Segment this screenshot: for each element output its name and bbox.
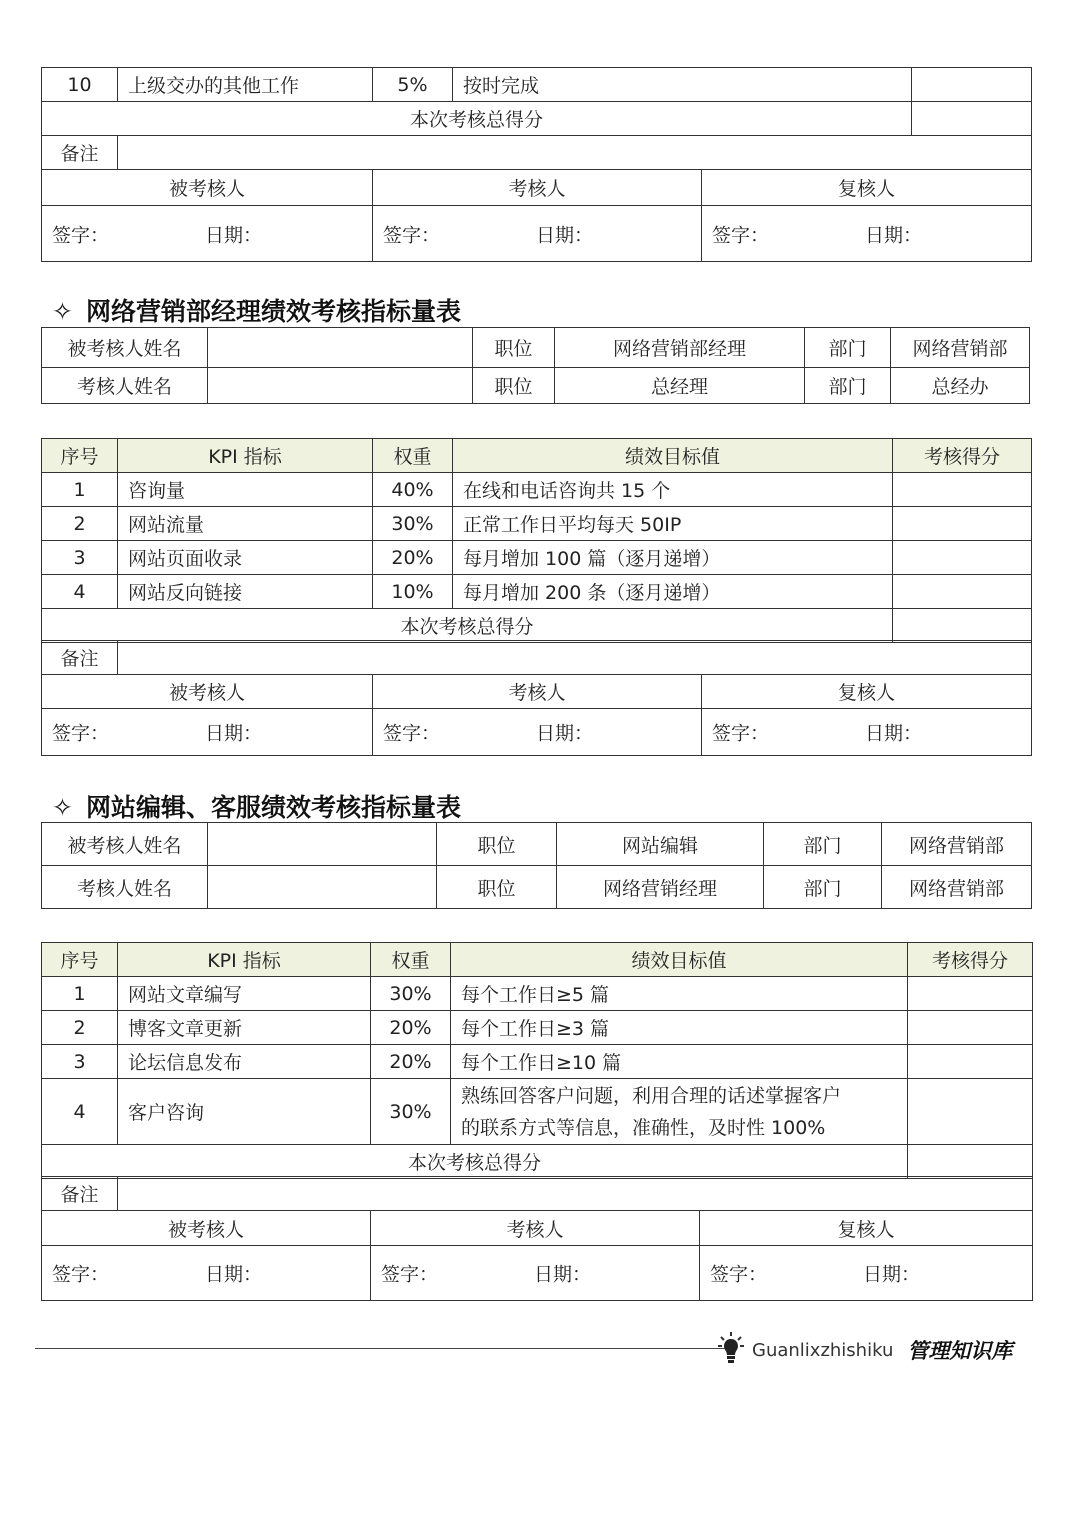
assessor-signature-cell[interactable] bbox=[373, 709, 702, 756]
total-score-label: 本次考核总得分 bbox=[42, 1145, 908, 1179]
table-row bbox=[42, 473, 1032, 507]
row-number: 4 bbox=[42, 575, 118, 609]
roles-row bbox=[42, 675, 1032, 709]
kpi-target: 每个工作日≥3 篇 bbox=[451, 1011, 908, 1045]
table-row bbox=[42, 1011, 1033, 1045]
row-number: 1 bbox=[42, 473, 118, 507]
remark-row bbox=[42, 136, 1032, 170]
total-row bbox=[42, 102, 1032, 136]
total-score-label: 本次考核总得分 bbox=[42, 609, 893, 643]
assessee-name-cell[interactable] bbox=[208, 823, 437, 866]
date-label: 日期： bbox=[205, 1263, 263, 1286]
kpi-name: 客户咨询 bbox=[118, 1079, 371, 1145]
kpi-target: 每月增加 100 篇（逐月递增） bbox=[453, 541, 893, 575]
date-label: 日期： bbox=[205, 722, 263, 745]
table-row bbox=[42, 1045, 1033, 1079]
kpi-table bbox=[41, 942, 1033, 1179]
table-row bbox=[42, 68, 1032, 102]
total-score-label: 本次考核总得分 bbox=[42, 102, 912, 136]
assessee-dept: 网络营销部 bbox=[891, 328, 1030, 368]
sign-label: 签字： bbox=[52, 722, 110, 745]
role-reviewer: 复核人 bbox=[700, 1211, 1033, 1246]
total-row bbox=[42, 1145, 1033, 1179]
kpi-name: 网站页面收录 bbox=[118, 541, 373, 575]
sign-label: 签字： bbox=[712, 224, 770, 246]
role-reviewer: 复核人 bbox=[702, 170, 1032, 206]
sign-label: 签字： bbox=[52, 224, 110, 246]
reviewer-signature-cell[interactable] bbox=[700, 1246, 1033, 1301]
kpi-target: 正常工作日平均每天 50IP bbox=[453, 507, 893, 541]
table-row bbox=[42, 977, 1033, 1011]
assessee-signature-cell[interactable] bbox=[42, 709, 373, 756]
assessee-info-row bbox=[42, 823, 1032, 866]
score-cell[interactable] bbox=[893, 473, 1032, 507]
assessor-position: 网络营销经理 bbox=[557, 866, 764, 909]
assessor-name-label: 考核人姓名 bbox=[42, 368, 208, 404]
header-kpi: KPI 指标 bbox=[118, 943, 371, 977]
reviewer-signature-cell[interactable] bbox=[702, 709, 1032, 756]
position-label: 职位 bbox=[473, 328, 555, 368]
date-label: 日期： bbox=[865, 722, 923, 745]
row-number: 10 bbox=[42, 68, 118, 102]
kpi-weight: 40% bbox=[373, 473, 453, 507]
role-assessee: 被考核人 bbox=[42, 170, 373, 206]
score-cell[interactable] bbox=[893, 575, 1032, 609]
remark-row bbox=[42, 1177, 1033, 1211]
role-assessor: 考核人 bbox=[373, 170, 702, 206]
kpi-name: 论坛信息发布 bbox=[118, 1045, 371, 1079]
kpi-name: 网站文章编写 bbox=[118, 977, 371, 1011]
info-table bbox=[41, 822, 1032, 909]
assessee-position: 网络营销部经理 bbox=[555, 328, 805, 368]
kpi-name: 博客文章更新 bbox=[118, 1011, 371, 1045]
header-weight: 权重 bbox=[373, 439, 453, 473]
sign-label: 签字： bbox=[710, 1263, 768, 1286]
assessor-position: 总经理 bbox=[555, 368, 805, 404]
header-kpi: KPI 指标 bbox=[118, 439, 373, 473]
footer-divider bbox=[35, 1348, 725, 1349]
position-label: 职位 bbox=[437, 823, 557, 866]
assessee-name-cell[interactable] bbox=[208, 328, 473, 368]
position-label: 职位 bbox=[473, 368, 555, 404]
sign-table bbox=[41, 640, 1032, 756]
assessor-name-cell[interactable] bbox=[208, 866, 437, 909]
date-label: 日期： bbox=[534, 1263, 592, 1286]
table-row bbox=[42, 541, 1032, 575]
kpi-name: 咨询量 bbox=[118, 473, 373, 507]
remark-label: 备注 bbox=[42, 1177, 118, 1211]
kpi-name: 网站反向链接 bbox=[118, 575, 373, 609]
header-weight: 权重 bbox=[371, 943, 451, 977]
top-sign-table bbox=[41, 135, 1032, 262]
kpi-target: 每月增加 200 条（逐月递增） bbox=[453, 575, 893, 609]
dept-label: 部门 bbox=[805, 328, 891, 368]
assessor-dept: 总经办 bbox=[891, 368, 1030, 404]
assessee-signature-cell[interactable] bbox=[42, 206, 373, 262]
row-number: 2 bbox=[42, 507, 118, 541]
date-label: 日期： bbox=[205, 224, 263, 246]
assessor-info-row bbox=[42, 866, 1032, 909]
section-title bbox=[52, 788, 461, 824]
role-assessee: 被考核人 bbox=[42, 1211, 371, 1246]
total-row bbox=[42, 609, 1032, 643]
footer bbox=[718, 1330, 1012, 1370]
score-cell[interactable] bbox=[908, 1079, 1033, 1145]
table-row bbox=[42, 575, 1032, 609]
total-score-cell[interactable] bbox=[912, 102, 1032, 136]
assessor-info-row bbox=[42, 368, 1030, 404]
kpi-weight: 30% bbox=[371, 1079, 451, 1145]
date-label: 日期： bbox=[863, 1263, 921, 1286]
header-target: 绩效目标值 bbox=[451, 943, 908, 977]
lightbulb-icon bbox=[718, 1331, 744, 1369]
kpi-weight: 30% bbox=[371, 977, 451, 1011]
footer-site-name: Guanlixzhishiku bbox=[752, 1339, 894, 1361]
kpi-weight: 10% bbox=[373, 575, 453, 609]
kpi-table bbox=[41, 438, 1032, 643]
dept-label: 部门 bbox=[805, 368, 891, 404]
kpi-weight: 30% bbox=[373, 507, 453, 541]
score-cell[interactable] bbox=[908, 977, 1033, 1011]
assessee-info-row bbox=[42, 328, 1030, 368]
header-no: 序号 bbox=[42, 943, 118, 977]
assessee-signature-cell[interactable] bbox=[42, 1246, 371, 1301]
table-header-row bbox=[42, 439, 1032, 473]
role-reviewer: 复核人 bbox=[702, 675, 1032, 709]
header-score: 考核得分 bbox=[893, 439, 1032, 473]
assessor-name-label: 考核人姓名 bbox=[42, 866, 208, 909]
kpi-name: 网站流量 bbox=[118, 507, 373, 541]
row-number: 3 bbox=[42, 1045, 118, 1079]
row-number: 4 bbox=[42, 1079, 118, 1145]
total-score-cell[interactable] bbox=[908, 1145, 1033, 1179]
remark-row bbox=[42, 641, 1032, 675]
kpi-target: 按时完成 bbox=[453, 68, 912, 102]
header-no: 序号 bbox=[42, 439, 118, 473]
signature-row bbox=[42, 1246, 1033, 1301]
row-number: 2 bbox=[42, 1011, 118, 1045]
sign-label: 签字： bbox=[52, 1263, 110, 1286]
assessor-signature-cell[interactable] bbox=[371, 1246, 700, 1301]
info-table bbox=[41, 327, 1030, 404]
remark-cell[interactable] bbox=[118, 1177, 1033, 1211]
table-row bbox=[42, 507, 1032, 541]
table-header-row bbox=[42, 943, 1033, 977]
section-title bbox=[52, 292, 461, 328]
header-score: 考核得分 bbox=[908, 943, 1033, 977]
dept-label: 部门 bbox=[764, 823, 882, 866]
kpi-weight: 5% bbox=[373, 68, 453, 102]
top-kpi-table bbox=[41, 67, 1032, 136]
role-assessor: 考核人 bbox=[373, 675, 702, 709]
kpi-target: 每个工作日≥5 篇 bbox=[451, 977, 908, 1011]
score-cell[interactable] bbox=[893, 541, 1032, 575]
date-label: 日期： bbox=[536, 224, 594, 246]
dept-label: 部门 bbox=[764, 866, 882, 909]
signature-row bbox=[42, 709, 1032, 756]
kpi-target: 每个工作日≥10 篇 bbox=[451, 1045, 908, 1079]
reviewer-signature-cell[interactable] bbox=[702, 206, 1032, 262]
kpi-weight: 20% bbox=[373, 541, 453, 575]
kpi-weight: 20% bbox=[371, 1045, 451, 1079]
remark-cell[interactable] bbox=[118, 641, 1032, 675]
header-target: 绩效目标值 bbox=[453, 439, 893, 473]
assessee-name-label: 被考核人姓名 bbox=[42, 823, 208, 866]
row-number: 1 bbox=[42, 977, 118, 1011]
sign-label: 签字： bbox=[383, 722, 441, 745]
row-number: 3 bbox=[42, 541, 118, 575]
remark-label: 备注 bbox=[42, 641, 118, 675]
section-title-text: 网站编辑、客服绩效考核指标量表 bbox=[86, 793, 462, 822]
kpi-name: 上级交办的其他工作 bbox=[118, 68, 373, 102]
sign-label: 签字： bbox=[712, 722, 770, 745]
section-title-text: 网络营销部经理绩效考核指标量表 bbox=[86, 297, 462, 326]
total-score-cell[interactable] bbox=[893, 609, 1032, 643]
role-assessor: 考核人 bbox=[371, 1211, 700, 1246]
date-label: 日期： bbox=[536, 722, 594, 745]
kpi-target bbox=[451, 1079, 908, 1145]
table-row bbox=[42, 1079, 1033, 1145]
roles-row bbox=[42, 1211, 1033, 1246]
assessee-position: 网站编辑 bbox=[557, 823, 764, 866]
sparkle-icon: ✧ bbox=[52, 793, 73, 822]
position-label: 职位 bbox=[437, 866, 557, 909]
sign-label: 签字： bbox=[383, 224, 441, 246]
date-label: 日期： bbox=[865, 224, 923, 246]
sparkle-icon: ✧ bbox=[52, 297, 73, 326]
sign-label: 签字： bbox=[381, 1263, 439, 1286]
kpi-weight: 20% bbox=[371, 1011, 451, 1045]
kpi-target-line: 的联系方式等信息，准确性，及时性 100% bbox=[461, 1116, 826, 1139]
remark-label: 备注 bbox=[42, 136, 118, 170]
score-cell[interactable] bbox=[893, 507, 1032, 541]
assessee-dept: 网络营销部 bbox=[882, 823, 1032, 866]
role-assessee: 被考核人 bbox=[42, 675, 373, 709]
assessor-dept: 网络营销部 bbox=[882, 866, 1032, 909]
footer-brand-logo: 管理知识库 bbox=[907, 1338, 1013, 1363]
score-cell[interactable] bbox=[908, 1045, 1033, 1079]
assessee-name-label: 被考核人姓名 bbox=[42, 328, 208, 368]
signature-row bbox=[42, 206, 1032, 262]
kpi-target-line: 熟练回答客户问题，利用合理的话述掌握客户 bbox=[461, 1084, 842, 1107]
sign-table bbox=[41, 1176, 1033, 1301]
remark-cell[interactable] bbox=[118, 136, 1032, 170]
kpi-target: 在线和电话咨询共 15 个 bbox=[453, 473, 893, 507]
assessor-signature-cell[interactable] bbox=[373, 206, 702, 262]
score-cell[interactable] bbox=[908, 1011, 1033, 1045]
roles-row bbox=[42, 170, 1032, 206]
score-cell[interactable] bbox=[912, 68, 1032, 102]
assessor-name-cell[interactable] bbox=[208, 368, 473, 404]
